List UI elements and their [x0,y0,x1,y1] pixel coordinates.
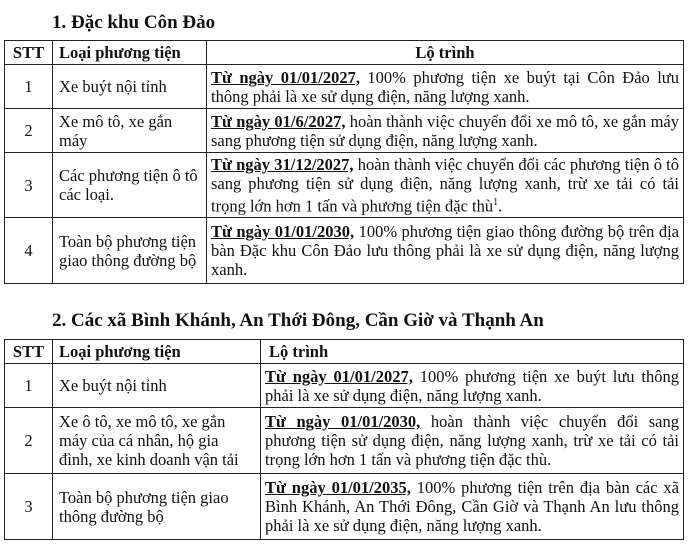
route-text-tail: . [498,196,503,216]
table-row [5,364,684,408]
row-route [261,364,684,408]
route-date: Từ ngày 01/6/2027, [211,111,346,131]
table-con-dao [4,40,684,284]
table-row [5,218,684,284]
header-stt: STT [5,340,53,364]
footnote-marker: 1 [493,196,499,208]
table-row [5,109,684,153]
route-text: 100% phương tiện giao thông đường bộ trên địa bàn Đặc khu Côn Đảo lưu thông phải là xe sử dụng điện, năng lượng xanh. [211,222,680,279]
section2-title: 2. Các xã Bình Khánh, An Thới Đông, Cần Giờ và Thạnh An [52,310,544,331]
route-text: 100% phương tiện xe buýt tại Côn Đảo lưu thông phải là xe sử dụng điện, năng lượng xanh. [211,67,679,106]
row-vehicle-type: Xe mô tô, xe gắn máy [53,109,207,153]
route-text: hoàn thành việc chuyển đổi xe mô tô, xe gắn máy sang phương tiện sử dụng điện, năng lượng xanh. [211,111,679,150]
route-text: hoàn thành việc chuyển đổi các phương tiện ô tô sang phương tiện sử dụng điện, năng lượng xanh, trừ xe tải có tải trọng lớn hơn 1 tấn và phương tiện đặc thù [211,154,679,216]
table-row [5,153,684,218]
table-row [5,408,684,474]
header-type: Loại phương tiện [53,340,261,364]
table-communes [4,339,684,540]
route-text: 100% phương tiện trên địa bàn các xã Bình Khánh, An Thới Đông, Cần Giờ và Thạnh An lưu thông phải là xe sử dụng điện, năng lượng xanh. [265,478,679,535]
header-route: Lộ trình [207,41,684,65]
route-text: 100% phương tiện xe buýt lưu thông phải là xe sử dụng điện, năng lượng xanh. [265,366,679,405]
row-vehicle-type: Xe ô tô, xe mô tô, xe gắn máy của cá nhân, hộ gia đình, xe kinh doanh vận tải [53,408,261,474]
row-stt: 3 [5,474,53,540]
row-stt: 2 [5,408,53,474]
section1-title: 1. Đặc khu Côn Đảo [52,12,216,33]
row-vehicle-type: Xe buýt nội tỉnh [53,364,261,408]
route-date: Từ ngày 01/01/2027, [265,366,413,386]
row-route [207,218,684,284]
row-stt: 3 [5,153,53,218]
row-route [261,474,684,540]
route-text: hoàn thành việc chuyển đổi sang phương tiện sử dụng điện, năng lượng xanh, trừ xe tải có tải trọng lớn hơn 1 tấn và phương tiện đặc thù. [265,412,679,469]
row-route [207,109,684,153]
table-row [5,474,684,540]
table-header-row [5,340,684,364]
row-stt: 1 [5,65,53,109]
route-date: Từ ngày 01/01/2027, [211,67,360,87]
row-vehicle-type: Toàn bộ phương tiện giao thông đường bộ [53,474,261,540]
table-row [5,65,684,109]
row-vehicle-type: Toàn bộ phương tiện giao thông đường bộ [53,218,207,284]
header-route: Lộ trình [261,340,684,364]
route-date: Từ ngày 01/01/2030, [265,412,421,431]
row-route [261,408,684,474]
header-stt: STT [5,41,53,65]
route-date: Từ ngày 31/12/2027, [211,154,354,174]
row-stt: 2 [5,109,53,153]
header-type: Loại phương tiện [53,41,207,65]
row-route [207,153,684,218]
route-date: Từ ngày 01/01/2030, [211,222,355,241]
row-vehicle-type: Các phương tiện ô tô các loại. [53,153,207,218]
table-header-row [5,41,684,65]
row-stt: 4 [5,218,53,284]
route-date: Từ ngày 01/01/2035, [265,478,411,497]
row-vehicle-type: Xe buýt nội tỉnh [53,65,207,109]
row-route [207,65,684,109]
row-stt: 1 [5,364,53,408]
